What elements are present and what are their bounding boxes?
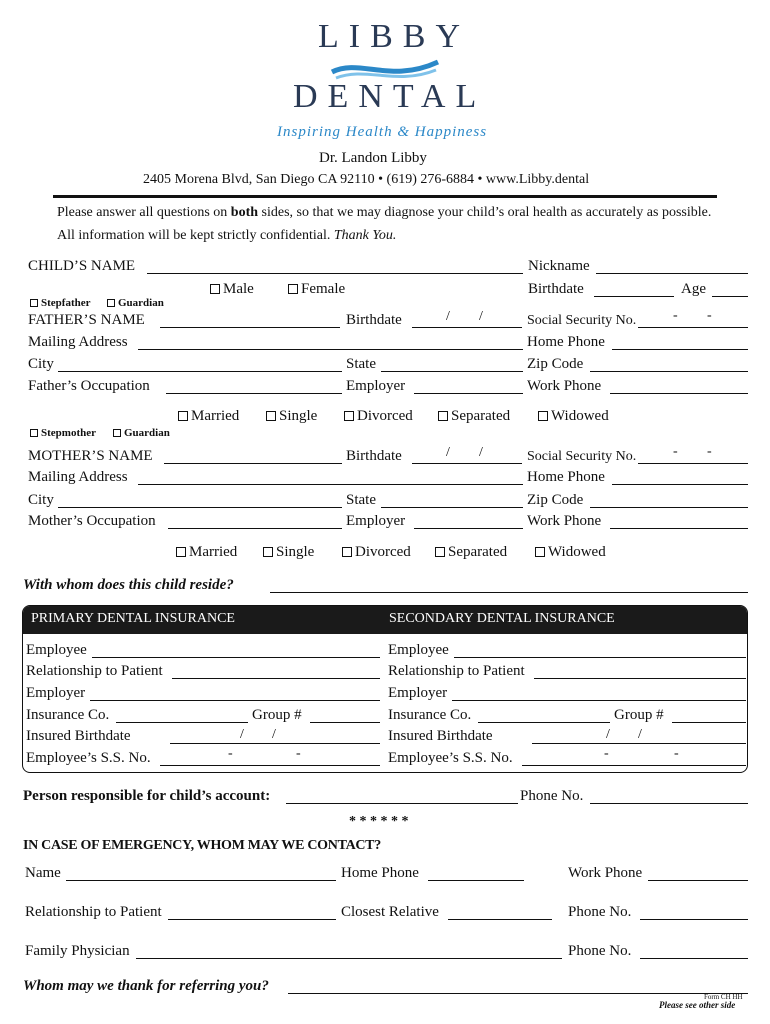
mother-name-label: MOTHER’S NAME	[28, 448, 153, 464]
insurance-header	[23, 606, 747, 634]
father-ssn-label: Social Security No.	[527, 313, 637, 328]
ssn-dash: -	[673, 444, 678, 459]
mother-mailing-field[interactable]	[138, 484, 523, 485]
father-guardian-checkbox[interactable]: Guardian	[107, 297, 164, 309]
child-name-label: CHILD’S NAME	[28, 258, 136, 274]
father-city-label: City	[28, 356, 54, 372]
secondary-group-field[interactable]	[672, 722, 746, 723]
father-name-field[interactable]	[160, 327, 340, 328]
closest-relative-label: Closest Relative	[341, 904, 439, 920]
father-work-phone-label: Work Phone	[527, 378, 602, 394]
date-slash: /	[446, 445, 450, 460]
referral-field[interactable]	[288, 993, 748, 994]
mother-city-field[interactable]	[58, 507, 342, 508]
age-label: Age	[681, 281, 706, 297]
checkbox-icon	[107, 299, 115, 307]
reside-label: With whom does this child reside?	[23, 577, 234, 593]
stepmother-checkbox[interactable]: Stepmother	[30, 427, 96, 439]
father-mailing-label: Mailing Address	[28, 334, 128, 350]
ssn-dash: -	[604, 746, 609, 761]
emergency-name-field[interactable]	[66, 880, 336, 881]
mother-city-label: City	[28, 492, 54, 508]
emergency-work-phone-label: Work Phone	[568, 865, 643, 881]
stepfather-checkbox[interactable]: Stepfather	[30, 297, 91, 309]
mother-home-phone-field[interactable]	[612, 484, 748, 485]
mother-zip-label: Zip Code	[527, 492, 584, 508]
mother-state-label: State	[346, 492, 376, 508]
father-work-phone-field[interactable]	[610, 393, 748, 394]
doctor-name: Dr. Landon Libby	[319, 150, 427, 166]
primary-employee-label: Employee	[26, 642, 87, 658]
mother-name-field[interactable]	[164, 463, 342, 464]
checkbox-icon	[263, 547, 273, 557]
practice-address: 2405 Morena Blvd, San Diego CA 92110 • (619) 276-6884 • www.Libby.dental	[143, 172, 590, 187]
mother-separated-checkbox[interactable]: Separated	[435, 544, 507, 561]
responsible-person-label: Person responsible for child’s account:	[23, 788, 271, 804]
referral-label: Whom may we thank for referring you?	[23, 978, 269, 994]
mother-state-field[interactable]	[381, 507, 523, 508]
primary-insco-field[interactable]	[116, 722, 248, 723]
father-birthdate-field[interactable]	[412, 327, 522, 328]
father-widowed-checkbox[interactable]: Widowed	[538, 408, 609, 425]
secondary-insured-bd-label: Insured Birthdate	[388, 728, 493, 744]
checkbox-icon	[438, 411, 448, 421]
father-name-label: FATHER’S NAME	[28, 312, 145, 328]
emergency-name-label: Name	[25, 865, 61, 881]
primary-insured-bd-label: Insured Birthdate	[26, 728, 131, 744]
physician-phone-label: Phone No.	[568, 943, 632, 959]
father-city-field[interactable]	[58, 371, 342, 372]
ssn-dash: -	[707, 444, 712, 459]
date-slash: /	[446, 309, 450, 324]
age-field[interactable]	[712, 296, 748, 297]
checkbox-icon	[344, 411, 354, 421]
child-birthdate-label: Birthdate	[528, 281, 584, 297]
father-zip-label: Zip Code	[527, 356, 584, 372]
father-occupation-field[interactable]	[166, 393, 342, 394]
reside-field[interactable]	[270, 592, 748, 593]
date-slash: /	[240, 727, 244, 742]
secondary-emp-ss-label: Employee’s S.S. No.	[388, 750, 513, 766]
physician-label: Family Physician	[25, 943, 130, 959]
checkbox-icon	[30, 429, 38, 437]
secondary-insco-label: Insurance Co.	[388, 707, 472, 723]
date-slash: /	[479, 445, 483, 460]
responsible-phone-field[interactable]	[590, 803, 748, 804]
mother-work-phone-label: Work Phone	[527, 513, 602, 529]
emergency-phone-label: Phone No.	[568, 904, 632, 920]
intro-line-1: Please answer all questions on both sides, so that we may diagnose your child’s oral health as accurately as possible.	[57, 205, 712, 220]
mother-ssn-label: Social Security No.	[527, 449, 637, 464]
secondary-employer-label: Employer	[388, 685, 448, 701]
female-checkbox[interactable]: Female	[288, 281, 345, 298]
father-state-label: State	[346, 356, 376, 372]
nickname-field[interactable]	[596, 273, 748, 274]
checkbox-icon	[538, 411, 548, 421]
emergency-phone-field[interactable]	[640, 919, 748, 920]
primary-relationship-field[interactable]	[172, 678, 380, 679]
ssn-dash: -	[296, 746, 301, 761]
secondary-employee-field[interactable]	[454, 657, 746, 658]
mother-divorced-checkbox[interactable]: Divorced	[342, 544, 411, 561]
mother-occupation-label: Mother’s Occupation	[28, 513, 156, 529]
primary-insco-label: Insurance Co.	[26, 707, 110, 723]
mother-ssn-field[interactable]	[638, 463, 748, 464]
secondary-relationship-label: Relationship to Patient	[388, 663, 525, 679]
father-employer-label: Employer	[346, 378, 406, 394]
father-zip-field[interactable]	[590, 371, 748, 372]
father-divorced-checkbox[interactable]: Divorced	[344, 408, 413, 425]
logo-tagline: Inspiring Health & Happiness	[277, 124, 488, 140]
emergency-home-phone-label: Home Phone	[341, 865, 419, 881]
mother-widowed-checkbox[interactable]: Widowed	[535, 544, 606, 561]
mother-married-checkbox[interactable]: Married	[176, 544, 237, 561]
mother-zip-field[interactable]	[590, 507, 748, 508]
physician-field[interactable]	[136, 958, 562, 959]
child-name-field[interactable]	[147, 273, 523, 274]
checkbox-icon	[178, 411, 188, 421]
checkbox-icon	[30, 299, 38, 307]
checkbox-icon	[210, 284, 220, 294]
nickname-label: Nickname	[528, 258, 590, 274]
logo-top-text: LIBBY	[318, 18, 470, 55]
mother-employer-label: Employer	[346, 513, 406, 529]
secondary-insured-bd-field[interactable]	[532, 743, 746, 744]
secondary-emp-ss-field[interactable]	[522, 765, 746, 766]
closest-relative-field[interactable]	[448, 919, 552, 920]
date-slash: /	[272, 727, 276, 742]
emergency-title: IN CASE OF EMERGENCY, WHOM MAY WE CONTACT?	[23, 838, 381, 853]
checkbox-icon	[535, 547, 545, 557]
ssn-dash: -	[674, 746, 679, 761]
responsible-person-field[interactable]	[286, 803, 518, 804]
insurance-box	[22, 605, 748, 773]
father-ssn-field[interactable]	[638, 327, 748, 328]
checkbox-icon	[113, 429, 121, 437]
father-employer-field[interactable]	[414, 393, 523, 394]
see-other-side-note: Please see other side	[659, 1000, 736, 1010]
father-home-phone-label: Home Phone	[527, 334, 605, 350]
ssn-dash: -	[707, 308, 712, 323]
father-state-field[interactable]	[381, 371, 523, 372]
checkbox-icon	[288, 284, 298, 294]
primary-relationship-label: Relationship to Patient	[26, 663, 163, 679]
physician-phone-field[interactable]	[640, 958, 748, 959]
secondary-employer-field[interactable]	[452, 700, 746, 701]
mother-birthdate-field[interactable]	[412, 463, 522, 464]
ssn-dash: -	[228, 746, 233, 761]
emergency-work-phone-field[interactable]	[648, 880, 748, 881]
checkbox-icon	[266, 411, 276, 421]
secondary-insco-field[interactable]	[478, 722, 610, 723]
primary-group-field[interactable]	[310, 722, 380, 723]
primary-employer-field[interactable]	[90, 700, 380, 701]
secondary-relationship-field[interactable]	[534, 678, 746, 679]
form-code: Form CH HH	[704, 993, 743, 1001]
primary-employer-label: Employer	[26, 685, 86, 701]
date-slash: /	[479, 309, 483, 324]
intro-line-2: All information will be kept strictly confidential. Thank You.	[57, 228, 397, 243]
secondary-insurance-title: SECONDARY DENTAL INSURANCE	[389, 611, 615, 626]
mother-single-checkbox[interactable]: Single	[263, 544, 314, 561]
primary-emp-ss-field[interactable]	[160, 765, 380, 766]
emergency-relationship-field[interactable]	[168, 919, 336, 920]
mother-home-phone-label: Home Phone	[527, 469, 605, 485]
separator-stars: * * * * * *	[349, 814, 409, 829]
father-birthdate-label: Birthdate	[346, 312, 402, 328]
ssn-dash: -	[673, 308, 678, 323]
mother-birthdate-label: Birthdate	[346, 448, 402, 464]
primary-insured-bd-field[interactable]	[170, 743, 380, 744]
mother-work-phone-field[interactable]	[610, 528, 748, 529]
date-slash: /	[606, 727, 610, 742]
mother-guardian-checkbox[interactable]: Guardian	[113, 427, 170, 439]
mother-employer-field[interactable]	[414, 528, 523, 529]
header-rule	[53, 195, 717, 198]
primary-emp-ss-label: Employee’s S.S. No.	[26, 750, 151, 766]
logo-bottom-text: DENTAL	[293, 78, 487, 115]
father-mailing-field[interactable]	[138, 349, 523, 350]
father-married-checkbox[interactable]: Married	[178, 408, 239, 425]
checkbox-icon	[342, 547, 352, 557]
primary-insurance-title: PRIMARY DENTAL INSURANCE	[31, 611, 235, 626]
primary-employee-field[interactable]	[92, 657, 380, 658]
responsible-phone-label: Phone No.	[520, 788, 584, 804]
father-single-checkbox[interactable]: Single	[266, 408, 317, 425]
checkbox-icon	[176, 547, 186, 557]
father-occupation-label: Father’s Occupation	[28, 378, 150, 394]
checkbox-icon	[435, 547, 445, 557]
male-checkbox[interactable]: Male	[210, 281, 254, 298]
emergency-relationship-label: Relationship to Patient	[25, 904, 162, 920]
child-birthdate-field[interactable]	[594, 296, 674, 297]
mother-mailing-label: Mailing Address	[28, 469, 128, 485]
date-slash: /	[638, 727, 642, 742]
emergency-home-phone-field[interactable]	[428, 880, 524, 881]
primary-group-label: Group #	[252, 707, 302, 723]
secondary-group-label: Group #	[614, 707, 664, 723]
mother-occupation-field[interactable]	[168, 528, 342, 529]
father-separated-checkbox[interactable]: Separated	[438, 408, 510, 425]
secondary-employee-label: Employee	[388, 642, 449, 658]
father-home-phone-field[interactable]	[612, 349, 748, 350]
